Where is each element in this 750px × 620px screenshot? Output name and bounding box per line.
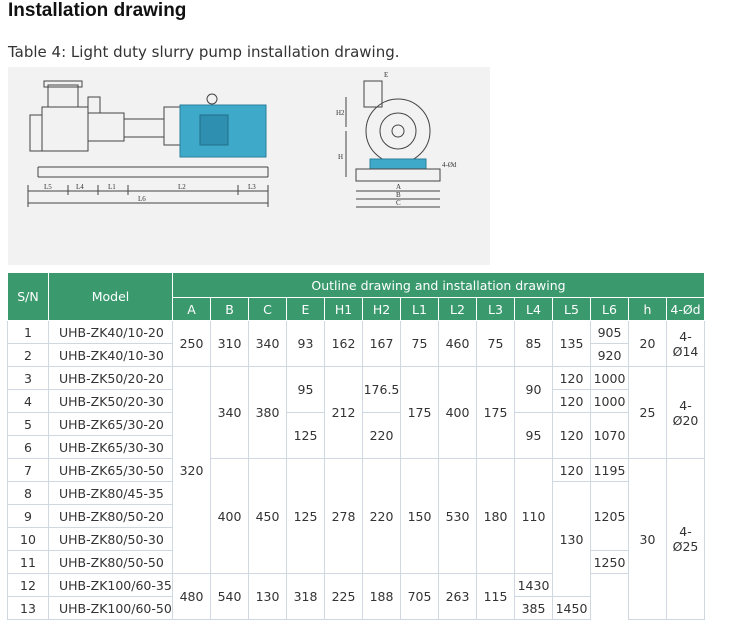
cell-l6: 1450 — [553, 597, 591, 620]
cell-l6: 920 — [591, 344, 629, 367]
cell-l1: 175 — [401, 367, 439, 459]
header-d: 4-Ød — [667, 298, 705, 321]
page-title: Installation drawing — [8, 0, 187, 21]
header-sn: S/N — [8, 273, 49, 321]
cell-l6: 1000 — [591, 367, 629, 390]
label-e: E — [384, 71, 389, 79]
cell-sn: 6 — [8, 436, 49, 459]
cell-l5: 120 — [553, 413, 591, 459]
cell-c: 380 — [249, 367, 287, 459]
table-row — [8, 459, 705, 482]
cell-model: UHB-ZK100/60-35 — [49, 574, 173, 597]
cell-d: 4-Ø14 — [667, 321, 705, 367]
cell-l3: 263 — [439, 574, 477, 620]
table-row — [8, 367, 705, 390]
header-l5: L5 — [553, 298, 591, 321]
drawing-svg — [8, 67, 490, 265]
cell-l2: 705 — [401, 574, 439, 620]
cell-a: 320 — [173, 367, 211, 574]
cell-sn: 9 — [8, 505, 49, 528]
cell-e: 130 — [249, 574, 287, 620]
cell-h2: 220 — [363, 413, 401, 459]
cell-model: UHB-ZK80/50-20 — [49, 505, 173, 528]
side-view — [28, 81, 268, 207]
label-l3: L3 — [248, 183, 256, 191]
front-discharge — [364, 81, 382, 107]
cell-a: 385 — [515, 597, 553, 620]
cell-l5: 130 — [553, 482, 591, 597]
cell-c: 450 — [249, 459, 287, 574]
cell-h: 30 — [629, 459, 667, 620]
label-l6: L6 — [138, 195, 146, 203]
label-l2: L2 — [178, 183, 186, 191]
cell-h1: 278 — [325, 459, 363, 574]
header-h: h — [629, 298, 667, 321]
front-view — [346, 81, 440, 207]
label-h: H — [338, 153, 344, 161]
cell-model: UHB-ZK50/20-30 — [49, 390, 173, 413]
table-row — [8, 321, 705, 344]
cell-model: UHB-ZK80/45-35 — [49, 482, 173, 505]
cell-b: 340 — [211, 367, 249, 459]
bearing-housing — [88, 113, 124, 141]
cell-h2: 167 — [363, 321, 401, 367]
cell-h: 25 — [629, 367, 667, 459]
label-l4: L4 — [76, 183, 84, 191]
cell-l5: 120 — [553, 367, 591, 390]
header-outline-group: Outline drawing and installation drawing — [173, 273, 705, 298]
discharge-pipe — [48, 85, 78, 107]
installation-table — [7, 272, 705, 620]
header-l3: L3 — [477, 298, 515, 321]
cell-l1: 188 — [363, 574, 401, 620]
label-b: B — [396, 191, 401, 199]
cell-model: UHB-ZK65/30-30 — [49, 436, 173, 459]
front-view-labels — [336, 71, 457, 207]
cell-l3: 75 — [477, 321, 515, 367]
front-base — [356, 169, 440, 181]
cell-h2: 225 — [325, 574, 363, 620]
cell-l6: 1430 — [515, 574, 553, 597]
cell-l6: 1205 — [591, 482, 629, 551]
cell-l6: 1195 — [591, 459, 629, 482]
cell-sn: 11 — [8, 551, 49, 574]
cell-c: 340 — [249, 321, 287, 367]
cell-sn: 12 — [8, 574, 49, 597]
cell-sn: 2 — [8, 344, 49, 367]
cell-e: 95 — [287, 367, 325, 413]
header-b: B — [211, 298, 249, 321]
table-row — [8, 574, 705, 597]
header-l4: L4 — [515, 298, 553, 321]
cell-e: 93 — [287, 321, 325, 367]
cell-l6: 1070 — [591, 413, 629, 459]
installation-drawing — [8, 67, 490, 265]
cell-e: 125 — [287, 413, 325, 459]
header-c: C — [249, 298, 287, 321]
header-h1: H1 — [325, 298, 363, 321]
header-l2: L2 — [439, 298, 477, 321]
cell-sn: 5 — [8, 413, 49, 436]
cell-model: UHB-ZK65/30-50 — [49, 459, 173, 482]
cell-model: UHB-ZK50/20-20 — [49, 367, 173, 390]
cell-d: 4-Ø25 — [667, 459, 705, 620]
table-caption: Table 4: Light duty slurry pump installation drawing. — [8, 43, 400, 61]
header-l6: L6 — [591, 298, 629, 321]
label-a: A — [396, 183, 402, 191]
front-motor-base — [370, 159, 426, 169]
cell-h2: 176.5 — [363, 367, 401, 413]
cell-l3: 180 — [477, 459, 515, 574]
cell-h1: 318 — [287, 574, 325, 620]
cell-l3: 175 — [477, 367, 515, 459]
cell-c: 540 — [211, 574, 249, 620]
cell-sn: 3 — [8, 367, 49, 390]
cell-e: 125 — [287, 459, 325, 574]
cell-l5: 120 — [553, 390, 591, 413]
cell-l5: 135 — [553, 321, 591, 367]
motor-terminal-box — [200, 115, 228, 145]
cell-h1: 162 — [325, 321, 363, 367]
lifting-eye — [207, 94, 217, 104]
cell-l2: 460 — [439, 321, 477, 367]
cell-model: UHB-ZK80/50-30 — [49, 528, 173, 551]
cell-l4: 115 — [477, 574, 515, 620]
front-volute — [366, 99, 430, 163]
cell-l4: 110 — [515, 459, 553, 574]
header-a: A — [173, 298, 211, 321]
cell-d: 4-Ø20 — [667, 367, 705, 459]
header-l1: L1 — [401, 298, 439, 321]
cell-l1: 150 — [401, 459, 439, 574]
coupling — [164, 107, 180, 145]
cell-l6: 1250 — [591, 551, 629, 574]
cell-model: UHB-ZK80/50-50 — [49, 551, 173, 574]
cell-h2: 220 — [363, 459, 401, 574]
cell-b: 480 — [173, 574, 211, 620]
cell-l6: 905 — [591, 321, 629, 344]
cell-sn: 4 — [8, 390, 49, 413]
cell-l2: 530 — [439, 459, 477, 574]
discharge-flange — [44, 81, 82, 87]
cell-b: 400 — [211, 459, 249, 574]
cell-model: UHB-ZK65/30-20 — [49, 413, 173, 436]
pump-casing — [42, 107, 88, 151]
label-l5: L5 — [44, 183, 52, 191]
cell-l4: 85 — [515, 321, 553, 367]
shaft-section — [124, 119, 164, 137]
cell-sn: 1 — [8, 321, 49, 344]
label-h2: H2 — [336, 109, 345, 117]
cell-l1: 75 — [401, 321, 439, 367]
cell-model: UHB-ZK40/10-20 — [49, 321, 173, 344]
header-model: Model — [49, 273, 173, 321]
cell-sn: 8 — [8, 482, 49, 505]
cell-model: UHB-ZK100/60-50 — [49, 597, 173, 620]
cell-l6: 1000 — [591, 390, 629, 413]
cell-h1: 212 — [325, 367, 363, 459]
suction-flange — [30, 115, 42, 151]
cell-sn: 7 — [8, 459, 49, 482]
cell-l4: 95 — [515, 413, 553, 459]
cell-l4: 90 — [515, 367, 553, 413]
cell-l2: 400 — [439, 367, 477, 459]
cell-model: UHB-ZK40/10-30 — [49, 344, 173, 367]
cell-b: 310 — [211, 321, 249, 367]
cell-h: 20 — [629, 321, 667, 367]
label-4d: 4-Ød — [442, 161, 457, 169]
side-view-labels — [44, 183, 256, 203]
cell-l5: 120 — [553, 459, 591, 482]
bracket — [88, 97, 100, 113]
cell-sn: 13 — [8, 597, 49, 620]
label-l1: L1 — [108, 183, 116, 191]
cell-sn: 10 — [8, 528, 49, 551]
header-h2: H2 — [363, 298, 401, 321]
label-c: C — [396, 199, 401, 207]
cell-a: 250 — [173, 321, 211, 367]
header-e: E — [287, 298, 325, 321]
